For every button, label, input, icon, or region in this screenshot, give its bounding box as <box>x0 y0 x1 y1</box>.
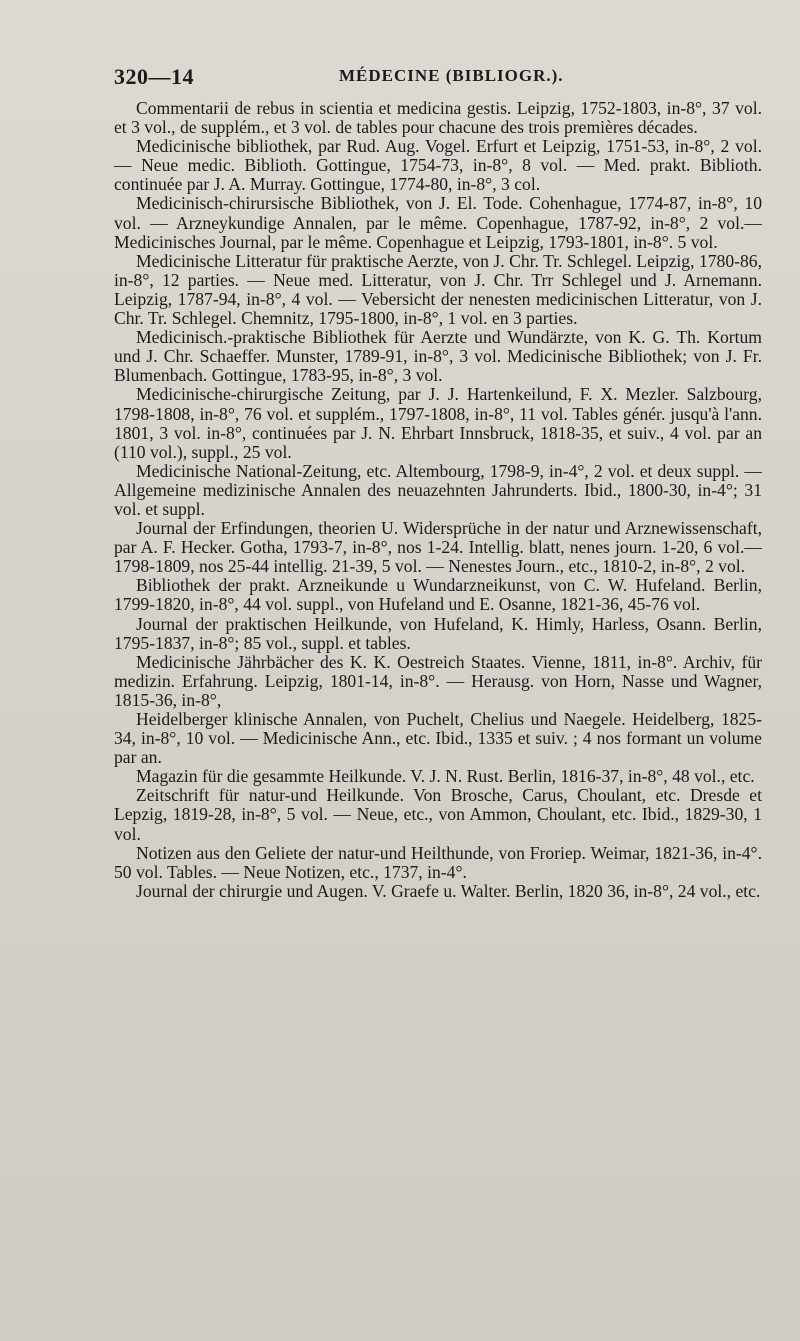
bibliography-entry: Medicinische bibliothek, par Rud. Aug. Vogel. Erfurt et Leipzig, 1751-53, in-8°, 2 vol. — Neue medic. Biblioth. Gottingue, 1754-73, in-8°, 8 vol. — Med. prakt. Biblioth. continuée par J. A. Murray. Gottingue, 1774-80, in-8°, 3 col. <box>114 136 762 195</box>
bibliography-entry: Notizen aus den Geliete der natur-und Heilthunde, von Froriep. Weimar, 1821-36, in-4°. 50 vol. Tables. — Neue Notizen, etc., 1737, in-4°. <box>114 842 762 882</box>
bibliography-entry: Medicinische National-Zeitung, etc. Altembourg, 1798-9, in-4°, 2 vol. et deux suppl. — Allgemeine medizinische Annalen des neuazehnten Jahrunderts. Ibid., 1800-30, in-4°; 31 vol. et suppl. <box>114 460 762 519</box>
bibliography-entry: Bibliothek der prakt. Arzneikunde u Wundarzneikunst, von C. W. Hufeland. Berlin, 1799-1820, in-8°, 44 vol. suppl., von Hufeland und E. Osanne, 1821-36, 45-76 vol. <box>114 575 762 615</box>
bibliography-entry: Medicinische Jährbächer des K. K. Oestreich Staates. Vienne, 1811, in-8°. Archiv, für medizin. Erfahrung. Leipzig, 1801-14, in-8°. — Herausg. von Horn, Nasse und Wagner, 1815-36, in-8°, <box>114 651 762 710</box>
bibliography-entry: Medicinisch-chirursische Bibliothek, von J. El. Tode. Cohenhague, 1774-87, in-8°, 10 vol. — Arzneykundige Annalen, par le même. Copenhague, 1787-92, in-8°, 2 vol.— Medicinisches Journal, par le même. Copenhague et Leipzig, 1793-1801, in-8°. 5 vol. <box>114 193 762 252</box>
page-header <box>114 62 762 92</box>
bibliography-entry: Medicinische Litteratur für praktische Aerzte, von J. Chr. Tr. Schlegel. Leipzig, 1780-86, in-8°, 12 parties. — Neue med. Litteratur, von J. Chr. Trr Schlegel und J. Arnemann. Leipzig, 1787-94, in-8°, 4 vol. — Vebersicht der nenesten medicinischen Litteratur, von J. Chr. Tr. Schlegel. Chemnitz, 1795-1800, in-8°, 1 vol. en 3 parties. <box>114 250 762 329</box>
bibliography-text <box>114 99 762 901</box>
bibliography-entry: Zeitschrift für natur-und Heilkunde. Von Brosche, Carus, Choulant, etc. Dresde et Lepzig, 1819-28, in-8°, 5 vol. — Neue, etc., von Ammon, Choulant, etc. Ibid., 1829-30, 1 vol. <box>114 785 762 844</box>
bibliography-entry: Journal der chirurgie und Augen. V. Graefe u. Walter. Berlin, 1820 36, in-8°, 24 vol., etc. <box>136 880 761 901</box>
bibliography-entry: Heidelberger klinische Annalen, von Puchelt, Chelius und Naegele. Heidelberg, 1825-34, in-8°, 10 vol. — Medicinische Ann., etc. Ibid., 1335 et suiv. ; 4 nos formant un volume par an. <box>114 709 762 768</box>
bibliography-entry: Magazin für die gesammte Heilkunde. V. J. N. Rust. Berlin, 1816-37, in-8°, 48 vol., etc. <box>136 766 755 787</box>
bibliography-entry: Medicinische-chirurgische Zeitung, par J. J. Hartenkeilund, F. X. Mezler. Salzbourg, 1798-1808, in-8°, 76 vol. et supplém., 1797-1808, in-8°, 11 vol. Tables génér. jusqu'à l'ann. 1801, 3 vol. in-8°, continuées par J. N. Ehrbart Innsbruck, 1818-35, et suiv., 4 vol. par an (110 vol.), suppl., 25 vol. <box>114 384 762 462</box>
bibliography-entry: Journal der Erfindungen, theorien U. Widersprüche in der natur und Arznewissenschaft, par A. F. Hecker. Gotha, 1793-7, in-8°, nos 1-24. Intellig. blatt, nenes journ. 1-20, 6 vol.— 1798-1809, nos 25-44 intellig. 21-39, 5 vol. — Nenestes Journ., etc., 1810-2, in-8°, 2 vol. <box>114 518 762 577</box>
running-title: MÉDECINE (BIBLIOGR.). <box>339 66 564 85</box>
bibliography-entry: Journal der praktischen Heilkunde, von Hufeland, K. Himly, Harless, Osann. Berlin, 1795-1837, in-8°; 85 vol., suppl. et tables. <box>114 613 762 653</box>
page-number: 320—14 <box>114 64 194 89</box>
bibliography-entry: Medicinisch.-praktische Bibliothek für Aerzte und Wundärzte, von K. G. Th. Kortum und J. Chr. Schaeffer. Munster, 1789-91, in-8°, 3 vol. Medicinische Bibliothek; von J. Fr. Blumenbach. Gottingue, 1783-95, in-8°, 3 vol. <box>114 327 762 386</box>
bibliography-entry: Commentarii de rebus in scientia et medicina gestis. Leipzig, 1752-1803, in-8°, 37 vol. et 3 vol., de supplém., et 3 vol. de tables pour chacune des trois premières décades. <box>114 98 762 138</box>
